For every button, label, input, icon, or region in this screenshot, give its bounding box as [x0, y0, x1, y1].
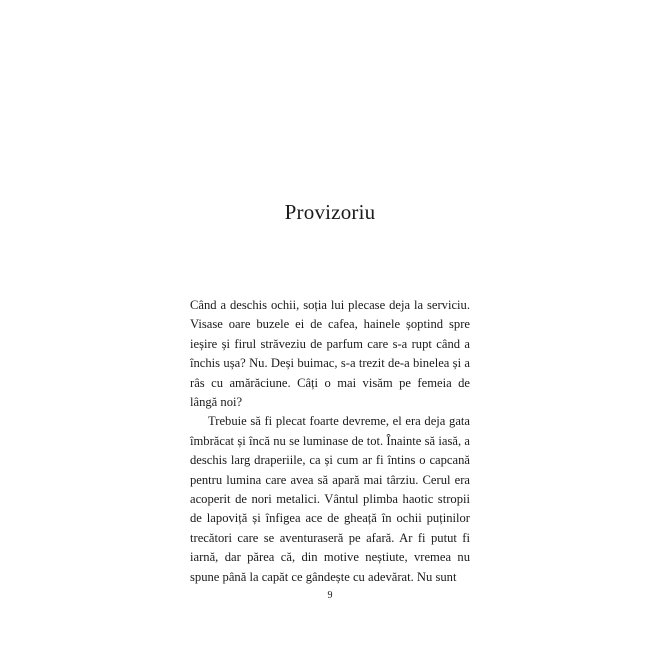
paragraph: Trebuie să fi plecat foarte devreme, el era deja gata îmbrăcat și încă nu se luminase de tot. Înainte să iasă, a deschis larg draperiile, ca și cum ar fi întins o capcană pentru lumina care avea să apară mai târziu. Cerul era acoperit de nori metalici. Vântul plimba haotic stropii de lapoviță și înfigea ace de gheață în ochii puținilor trecători care se aventuraseră pe afară. Ar fi putut fi iarnă, dar părea că, din motive neștiute, vremea nu spune până la capăt ce gândește cu adevărat. Nu sunt	[190, 414, 470, 584]
paragraph: Când a deschis ochii, soția lui plecase deja la serviciu. Visase oare buzele ei de cafea, hainele șoptind spre ieșire și firul străveziu de parfum care s-a rupt când a închis ușa? Nu. Deși buimac, s-a trezit de-a binelea și a râs cu amărăciune. Câți o mai visăm pe femeia de lângă noi?	[190, 298, 470, 410]
body-text	[190, 296, 470, 587]
page-number: 9	[327, 590, 333, 601]
chapter-title: Provizoriu	[284, 200, 376, 224]
